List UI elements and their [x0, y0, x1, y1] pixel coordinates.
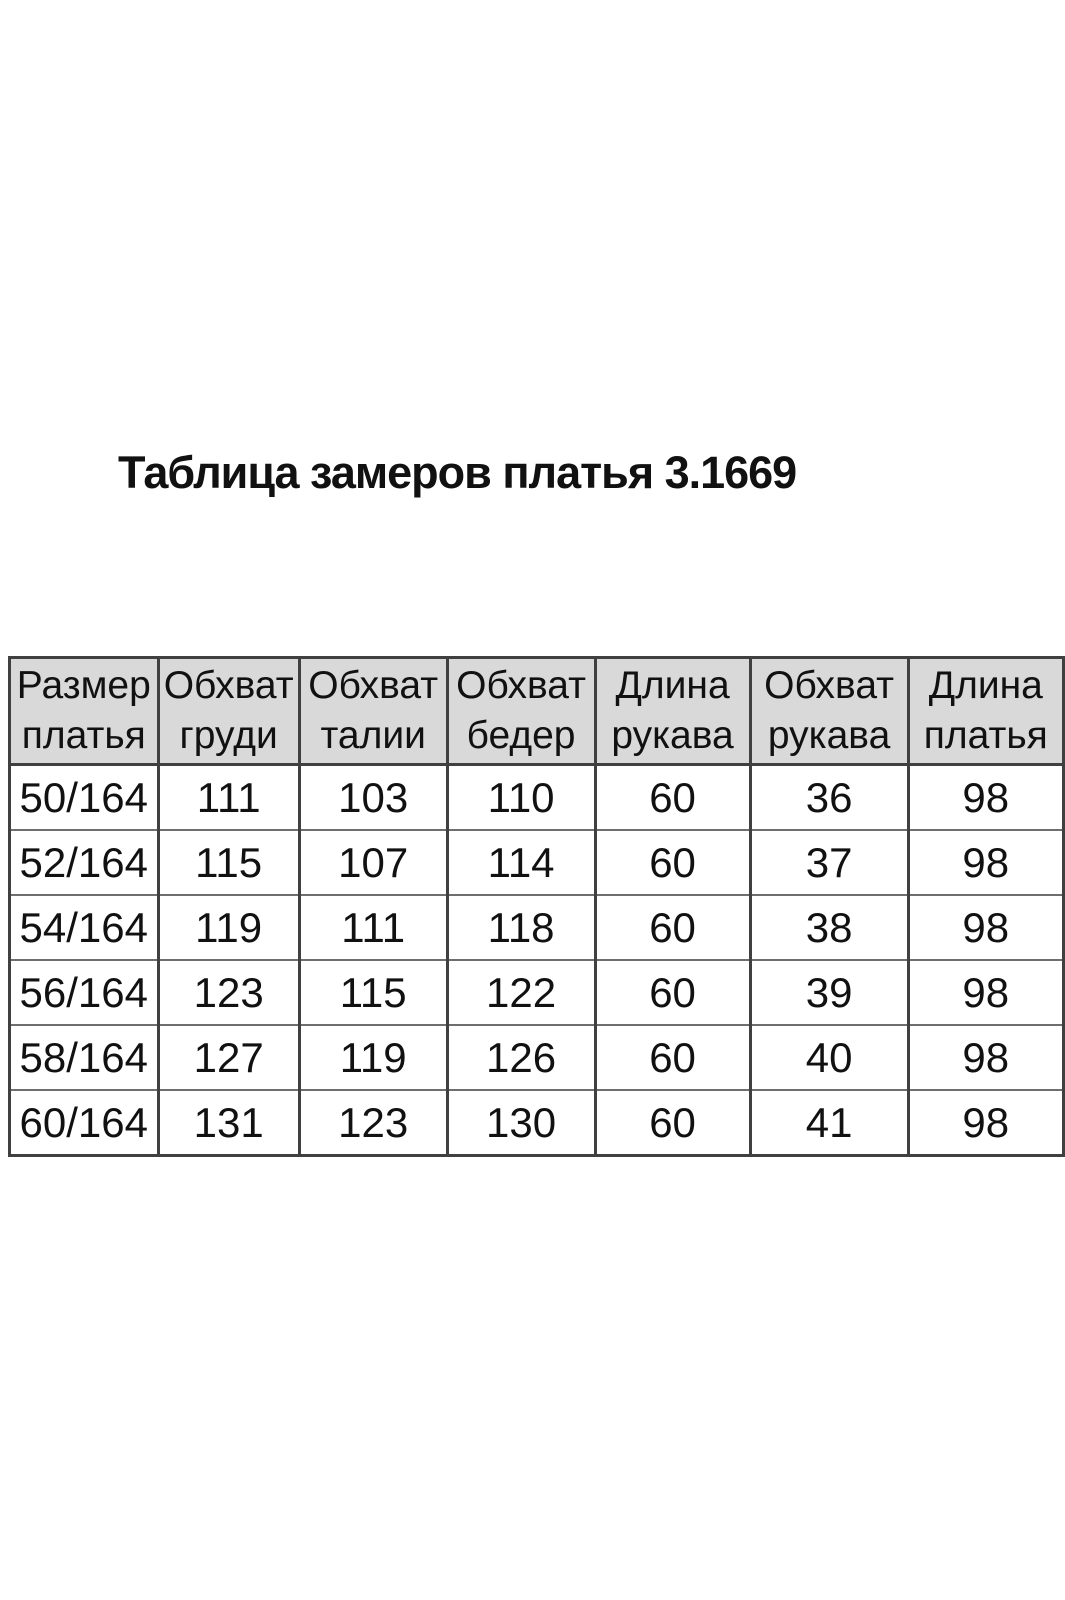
measurement-cell: 98: [908, 895, 1063, 960]
measurement-cell: 37: [750, 830, 908, 895]
size-cell: 52/164: [10, 830, 159, 895]
measurement-cell: 60: [595, 830, 750, 895]
table-row: [10, 1025, 1064, 1090]
measurement-cell: 127: [158, 1025, 299, 1090]
measurement-cell: 60: [595, 765, 750, 831]
size-cell: 56/164: [10, 960, 159, 1025]
measurement-cell: 123: [299, 1090, 447, 1156]
measurement-cell: 60: [595, 895, 750, 960]
table-row: [10, 1090, 1064, 1156]
measurement-cell: 110: [447, 765, 595, 831]
size-cell: 60/164: [10, 1090, 159, 1156]
header-dress-length: Длина платья: [908, 658, 1063, 765]
measurement-cell: 130: [447, 1090, 595, 1156]
measurement-cell: 98: [908, 960, 1063, 1025]
measurement-cell: 119: [158, 895, 299, 960]
measurement-cell: 115: [158, 830, 299, 895]
header-sleeve-length: Длина рукава: [595, 658, 750, 765]
measurement-cell: 115: [299, 960, 447, 1025]
measurement-cell: 111: [158, 765, 299, 831]
measurement-cell: 103: [299, 765, 447, 831]
measurement-cell: 107: [299, 830, 447, 895]
measurement-cell: 131: [158, 1090, 299, 1156]
table-row: [10, 895, 1064, 960]
measurement-cell: 119: [299, 1025, 447, 1090]
measurement-cell: 36: [750, 765, 908, 831]
measurement-cell: 123: [158, 960, 299, 1025]
measurement-cell: 98: [908, 1090, 1063, 1156]
header-waist-girth: Обхват талии: [299, 658, 447, 765]
header-sleeve-girth: Обхват рукава: [750, 658, 908, 765]
header-hip-girth: Обхват бедер: [447, 658, 595, 765]
measurement-cell: 60: [595, 1090, 750, 1156]
measurement-cell: 98: [908, 1025, 1063, 1090]
measurement-cell: 122: [447, 960, 595, 1025]
size-chart-table: [8, 656, 1065, 1157]
table-row: [10, 765, 1064, 831]
table-body: [10, 765, 1064, 1156]
header-dress-size: Размер платья: [10, 658, 159, 765]
measurement-cell: 118: [447, 895, 595, 960]
measurement-cell: 60: [595, 1025, 750, 1090]
measurement-cell: 114: [447, 830, 595, 895]
measurement-cell: 41: [750, 1090, 908, 1156]
measurement-cell: 98: [908, 765, 1063, 831]
size-cell: 54/164: [10, 895, 159, 960]
page-title: Таблица замеров платья 3.1669: [118, 447, 797, 498]
size-cell: 50/164: [10, 765, 159, 831]
measurement-cell: 40: [750, 1025, 908, 1090]
measurement-cell: 39: [750, 960, 908, 1025]
measurement-cell: 111: [299, 895, 447, 960]
measurement-cell: 38: [750, 895, 908, 960]
measurement-cell: 126: [447, 1025, 595, 1090]
header-row: [10, 658, 1064, 765]
size-cell: 58/164: [10, 1025, 159, 1090]
table-row: [10, 960, 1064, 1025]
measurement-cell: 98: [908, 830, 1063, 895]
table-row: [10, 830, 1064, 895]
header-bust-girth: Обхват груди: [158, 658, 299, 765]
measurement-cell: 60: [595, 960, 750, 1025]
